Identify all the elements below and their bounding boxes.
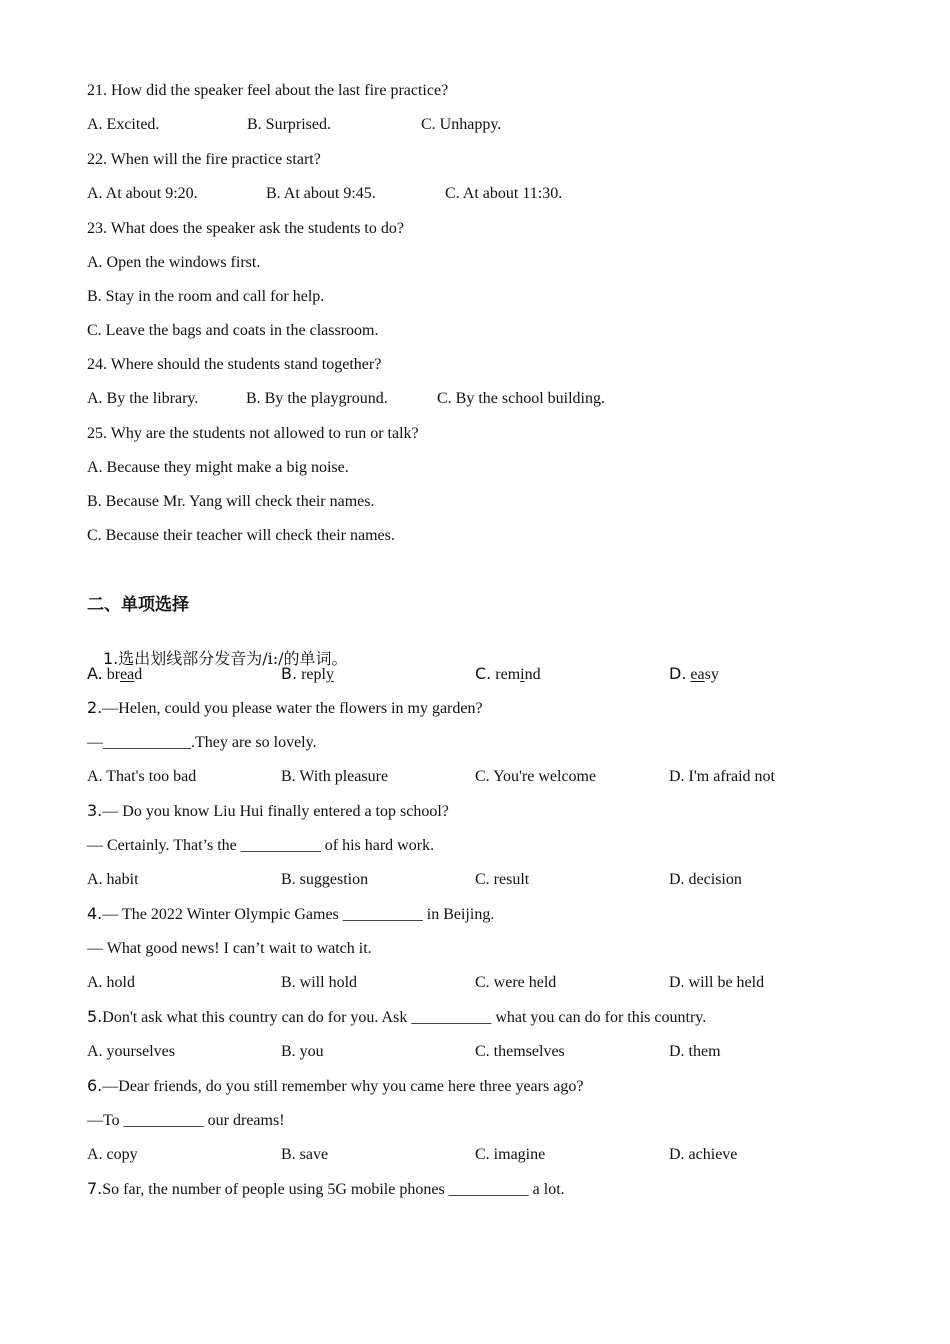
option-text-pre: br bbox=[102, 666, 121, 683]
s2-q3-option-c: C. result bbox=[475, 871, 530, 888]
s2-q6-option-c: C. imagine bbox=[475, 1146, 546, 1163]
q24-option-b: B. By the playground. bbox=[246, 390, 388, 407]
s2-q4-option-d: D. will be held bbox=[669, 974, 765, 991]
question-number: 4. bbox=[87, 904, 103, 923]
option-letter: B. bbox=[281, 664, 298, 683]
s2-q2-option-a: A. That's too bad bbox=[87, 768, 197, 785]
s2-question-3-response: — Certainly. That’s the __________ of his hard work. bbox=[87, 837, 435, 854]
question-text: —Helen, could you please water the flowers in my garden? bbox=[102, 700, 483, 717]
q25-option-c: C. Because their teacher will check their names. bbox=[87, 527, 395, 544]
question-number: 3. bbox=[87, 801, 103, 820]
q21-option-c: C. Unhappy. bbox=[421, 116, 502, 133]
s2-question-2-response: —___________.They are so lovely. bbox=[87, 734, 317, 751]
question-24: 24. Where should the students stand together? bbox=[87, 356, 382, 373]
s2-q6-option-d: D. achieve bbox=[669, 1146, 738, 1163]
s2-question-3 bbox=[87, 801, 449, 822]
question-23: 23. What does the speaker ask the students to do? bbox=[87, 220, 404, 237]
option-text-pre: repl bbox=[297, 666, 326, 683]
question-text: 选出划线部分发音为/i:/的单词。 bbox=[118, 649, 348, 668]
s2-q3-option-b: B. suggestion bbox=[281, 871, 369, 888]
q22-option-b: B. At about 9:45. bbox=[266, 185, 376, 202]
s2-q1-option-b bbox=[281, 664, 334, 685]
underlined-letters: i bbox=[520, 666, 525, 683]
question-text: — The 2022 Winter Olympic Games __________ in Beijing. bbox=[102, 906, 495, 923]
question-number: 7. bbox=[87, 1179, 103, 1198]
question-25: 25. Why are the students not allowed to run or talk? bbox=[87, 425, 419, 442]
question-number: 5. bbox=[87, 1007, 103, 1026]
option-text-post: d bbox=[134, 666, 143, 683]
option-letter: A. bbox=[87, 664, 103, 683]
q25-option-b: B. Because Mr. Yang will check their names. bbox=[87, 493, 375, 510]
s2-q2-option-b: B. With pleasure bbox=[281, 768, 389, 785]
s2-question-5 bbox=[87, 1007, 706, 1028]
question-21: 21. How did the speaker feel about the last fire practice? bbox=[87, 82, 449, 99]
underlined-letters: ea bbox=[120, 666, 135, 683]
s2-q2-option-c: C. You're welcome bbox=[475, 768, 597, 785]
s2-q6-option-a: A. copy bbox=[87, 1146, 138, 1163]
q21-option-a: A. Excited. bbox=[87, 116, 160, 133]
s2-q3-option-d: D. decision bbox=[669, 871, 742, 888]
question-number: 2. bbox=[87, 698, 103, 717]
question-number: 6. bbox=[87, 1076, 103, 1095]
q25-option-a: A. Because they might make a big noise. bbox=[87, 459, 349, 476]
s2-q3-option-a: A. habit bbox=[87, 871, 139, 888]
s2-q1-option-a bbox=[87, 664, 142, 685]
question-22: 22. When will the fire practice start? bbox=[87, 151, 321, 168]
q23-option-b: B. Stay in the room and call for help. bbox=[87, 288, 325, 305]
option-letter: C. bbox=[475, 664, 492, 683]
q21-option-b: B. Surprised. bbox=[247, 116, 331, 133]
q24-option-a: A. By the library. bbox=[87, 390, 199, 407]
underlined-letters: y bbox=[325, 666, 334, 683]
question-text: So far, the number of people using 5G mobile phones __________ a lot. bbox=[102, 1181, 565, 1198]
question-text: —Dear friends, do you still remember why you came here three years ago? bbox=[102, 1078, 584, 1095]
question-text: — Do you know Liu Hui finally entered a top school? bbox=[102, 803, 449, 820]
s2-q4-option-c: C. were held bbox=[475, 974, 557, 991]
s2-q5-option-a: A. yourselves bbox=[87, 1043, 175, 1060]
option-text-post: nd bbox=[524, 666, 541, 683]
section-heading: 二、单项选择 bbox=[87, 595, 189, 615]
s2-question-7 bbox=[87, 1179, 565, 1200]
s2-question-4 bbox=[87, 904, 494, 925]
s2-q2-option-d: D. I'm afraid not bbox=[669, 768, 775, 785]
s2-q5-option-c: C. themselves bbox=[475, 1043, 565, 1060]
q22-option-a: A. At about 9:20. bbox=[87, 185, 198, 202]
s2-q1-option-d bbox=[669, 664, 719, 685]
s2-q5-option-d: D. them bbox=[669, 1043, 721, 1060]
underlined-letters: ea bbox=[690, 666, 705, 683]
q23-option-a: A. Open the windows first. bbox=[87, 254, 261, 271]
option-letter: D. bbox=[669, 664, 687, 683]
s2-question-6 bbox=[87, 1076, 583, 1097]
s2-question-6-response: —To __________ our dreams! bbox=[87, 1112, 285, 1129]
s2-q1-option-c bbox=[475, 664, 541, 685]
s2-question-4-response: — What good news! I can’t wait to watch it. bbox=[87, 940, 372, 957]
s2-q4-option-b: B. will hold bbox=[281, 974, 358, 991]
q22-option-c: C. At about 11:30. bbox=[445, 185, 563, 202]
s2-q5-option-b: B. you bbox=[281, 1043, 324, 1060]
option-text-post: sy bbox=[704, 666, 719, 683]
q24-option-c: C. By the school building. bbox=[437, 390, 605, 407]
q23-option-c: C. Leave the bags and coats in the classroom. bbox=[87, 322, 379, 339]
s2-question-2 bbox=[87, 698, 483, 719]
option-text-pre: rem bbox=[491, 666, 521, 683]
s2-q6-option-b: B. save bbox=[281, 1146, 329, 1163]
s2-q4-option-a: A. hold bbox=[87, 974, 135, 991]
question-text: Don't ask what this country can do for you. Ask __________ what you can do for this country. bbox=[102, 1009, 707, 1026]
question-number: 1. bbox=[103, 649, 119, 668]
